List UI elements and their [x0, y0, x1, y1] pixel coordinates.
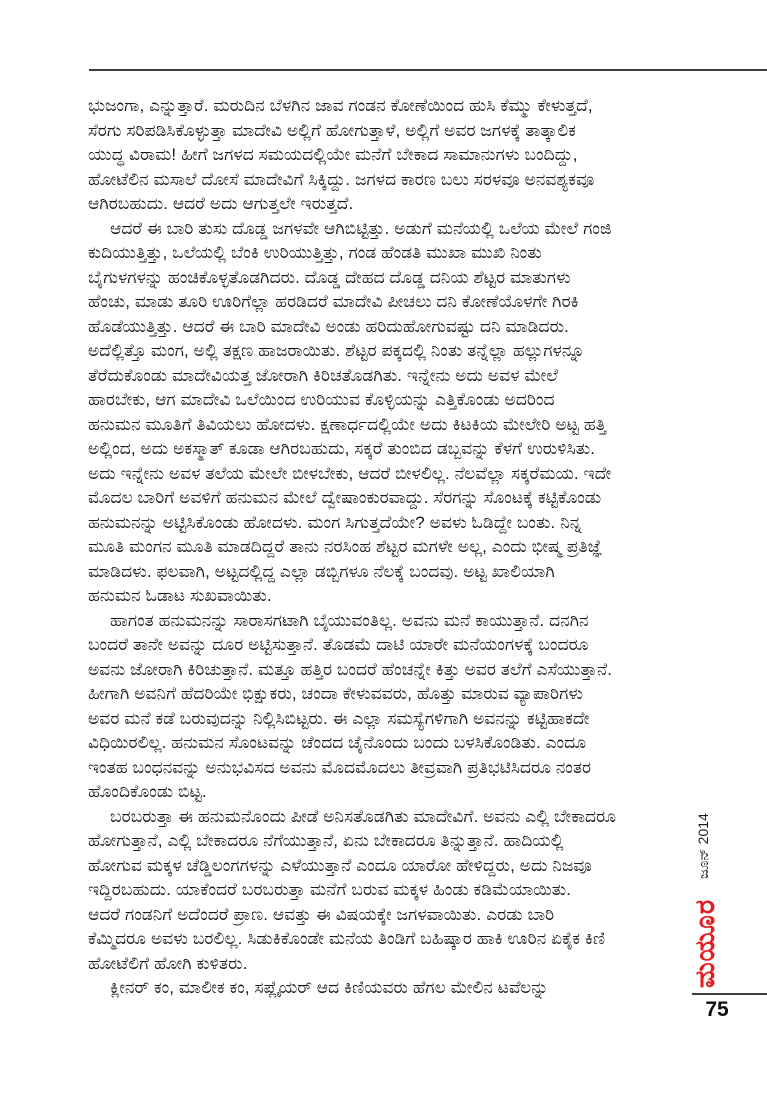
text-line: ಹೆಂಚು, ಮಾಡು ತೂರಿ ಊರಿಗೆಲ್ಲಾ ಹರಡಿದರೆ ಮಾದೇವಿ ಪೀಚಲು ದನಿ ಕೋಣೆಯೊಳಗೇ ಗಿರಕಿ — [88, 292, 579, 311]
text-line: ಭುಜಂಗಾ, ಎನ್ನುತ್ತಾರೆ. ಮರುದಿನ ಬೆಳಗಿನ ಜಾವ ಗಂಡನ ಕೋಣೆಯಿಂದ ಹುಸಿ ಕೆಮ್ಮು ಕೇಳುತ್ತದೆ, — [88, 96, 593, 115]
text-line: ಮೂತಿ ಮಂಗನ ಮೂತಿ ಮಾಡದಿದ್ದರೆ ತಾನು ನರಸಿಂಹ ಶೆಟ್ಟರ ಮಗಳೇ ಅಲ್ಲ, ಎಂದು ಭೀಷ್ಮ ಪ್ರತಿಜ್ಞೆ — [88, 537, 603, 556]
text-line: ಕ್ಲೀನರ್ ಕಂ, ಮಾಲೀಕ ಕಂ, ಸಪ್ಲೈಯರ್ ಆದ ಕಿಣಿಯವರು ಹೆಗಲ ಮೇಲಿನ ಟವೆಲನ್ನು — [110, 978, 549, 997]
text-line: ಹನುಮನನ್ನು ಅಟ್ಟಿಸಿಕೊಂಡು ಹೋದಳು. ಮಂಗ ಸಿಗುತ್ತದೆಯೇ? ಅವಳು ಓಡಿದ್ದೇ ಬಂತು. ನಿನ್ನ — [88, 512, 582, 532]
text-line: ಕುದಿಯುತ್ತಿತ್ತು, ಒಲೆಯಲ್ಲಿ ಬೆಂಕಿ ಉರಿಯುತ್ತಿತ್ತು, ಗಂಡ ಹೆಂಡತಿ ಮುಖಾ ಮುಖಿ ನಿಂತು — [88, 243, 542, 262]
text-line: ಮೊದಲ ಬಾರಿಗೆ ಅವಳಿಗೆ ಹನುಮನ ಮೇಲೆ ದ್ವೇಷಾಂಕುರವಾದ್ದು. ಸೆರಗನ್ನು ಸೊಂಟಕ್ಕೆ ಕಟ್ಟಿಕೊಂಡು — [88, 488, 602, 507]
article-text-block — [88, 94, 716, 1001]
text-line: ಆದರೆ ಗಂಡನಿಗೆ ಅದೆಂದರೆ ಪ್ರಾಣ. ಆವತ್ತು ಈ ವಿಷಯಕ್ಕೇ ಜಗಳವಾಯಿತು. ಎರಡು ಬಾರಿ — [88, 904, 555, 924]
text-line: ಯುದ್ಧ ವಿರಾಮ! ಹೀಗೆ ಜಗಳದ ಸಮಯದಲ್ಲಿಯೇ ಮನೆಗೆ ಬೇಕಾದ ಸಾಮಾನುಗಳು ಬಂದಿದ್ದು, — [88, 145, 578, 164]
text-line: ಹೋಗುತ್ತಾನೆ, ಎಲ್ಲಿ ಬೇಕಾದರೂ ನೆಗೆಯುತ್ತಾನೆ, ಏನು ಬೇಕಾದರೂ ತಿನ್ನುತ್ತಾನೆ. ಹಾದಿಯಲ್ಲಿ — [88, 831, 564, 850]
text-line: ಹಾರಬೇಕು, ಆಗ ಮಾದೇವಿ ಒಲೆಯಿಂದ ಉರಿಯುವ ಕೊಳ್ಳಿಯನ್ನು ಎತ್ತಿಕೊಂಡು ಅದರಿಂದ — [88, 390, 555, 409]
text-line: ಬಂದರೆ ತಾನೇ ಅವನ್ನು ದೂರ ಅಟ್ಟಿಸುತ್ತಾನೆ. ತೊಡಮೆ ದಾಟಿ ಯಾರೇ ಮನೆಯಂಗಳಕ್ಕೆ ಬಂದರೂ — [88, 635, 589, 654]
text-line: ಹೋಟೆಲಿಗೆ ಹೋಗಿ ಕುಳಿತರು. — [88, 953, 248, 973]
text-line: ಹೋಗುವ ಮಕ್ಕಳ ಚೆಡ್ಡಿಲಂಗಗಳನ್ನು ಎಳೆಯುತ್ತಾನೆ ಎಂದೂ ಯಾರೋ ಹೇಳಿದ್ದರು, ಅದು ನಿಜವೂ — [88, 855, 592, 875]
text-line: ಹಾಗಂತ ಹನುಮನನ್ನು ಸಾರಾಸಗಟಾಗಿ ಬೈಯುವಂತಿಲ್ಲ. ಅವನು ಮನೆ ಕಾಯುತ್ತಾನೆ. ದನಗಿನ — [110, 610, 589, 630]
text-line: ಆದರೆ ಈ ಬಾರಿ ತುಸು ದೊಡ್ಡ ಜಗಳವೇ ಆಗಿಬಿಟ್ಟಿತ್ತು. ಅಡುಗೆ ಮನೆಯಲ್ಲಿ ಒಲೆಯ ಮೇಲೆ ಗಂಜಿ — [110, 218, 612, 238]
text-line: ಹೊಂದಿಕೊಂಡು ಬಿಟ್ಟ. — [88, 782, 207, 801]
text-line: ವಿಧಿಯಿರಲಿಲ್ಲ. ಹನುಮನ ಸೊಂಟವನ್ನು ಚೆಂದದ ಚೈನೊಂದು ಬಂದು ಬಳಸಿಕೊಂಡಿತು. ಎಂದೂ — [88, 733, 587, 752]
text-line: ಆಗಿರಬಹುದು. ಆದರೆ ಅದು ಆಗುತ್ತಲೇ ಇರುತ್ತದೆ. — [88, 194, 354, 213]
text-line: ಇಂತಹ ಬಂಧನವನ್ನು ಅನುಭವಿಸದ ಅವನು ಮೊದಮೊದಲು ತೀವ್ರವಾಗಿ ಪ್ರತಿಭಟಿಸಿದರೂ ನಂತರ — [88, 757, 592, 777]
text-line: ಬರಬರುತ್ತಾ ಈ ಹನುಮನೊಂದು ಪೀಡೆ ಅನಿಸತೊಡಗಿತು ಮಾದೇವಿಗೆ. ಅವನು ಎಲ್ಲಿ ಬೇಕಾದರೂ — [110, 806, 617, 826]
text-line: ಅವನು ಜೋರಾಗಿ ಕಿರಿಚುತ್ತಾನೆ. ಮತ್ತೂ ಹತ್ತಿರ ಬಂದರೆ ಹೆಂಚನ್ನೇ ಕಿತ್ತು ಅವರ ತಲೆಗೆ ಎಸೆಯುತ್ತಾನೆ. — [88, 659, 613, 679]
text-line: ಹನುಮನ ಓಡಾಟ ಸುಖವಾಯಿತು. — [88, 586, 272, 605]
text-line: ಹೀಗಾಗಿ ಅವನಿಗೆ ಹೆದರಿಯೇ ಭಿಕ್ಷುಕರು, ಚಂದಾ ಕೇಳುವವರು, ಹೊತ್ತು ಮಾರುವ ವ್ಯಾಪಾರಿಗಳು — [88, 684, 584, 703]
text-line: ಬೈಗುಳಗಳನ್ನು ಹಂಚಿಕೊಳ್ಳತೊಡಗಿದರು. ದೊಡ್ಡ ದೇಹದ ದೊಡ್ಡ ದನಿಯ ಶೆಟ್ಟರ ಮಾತುಗಳು — [88, 267, 571, 287]
text-line: ಕೆಮ್ಮಿದರೂ ಅವಳು ಬರಲಿಲ್ಲ. ಸಿಡುಕಿಕೊಂಡೇ ಮನೆಯ ತಿಂಡಿಗೆ ಬಹಿಷ್ಕಾರ ಹಾಕಿ ಊರಿನ ಏಕೈಕ ಕಿಣಿ — [88, 929, 606, 948]
magazine-issue-date: ಜೂನ್ 2014 — [695, 813, 711, 879]
text-line: ಹೊಡೆಯುತ್ತಿತ್ತು. ಆದರೆ ಈ ಬಾರಿ ಮಾದೇವಿ ಅಂಡು ಹರಿದುಹೋಗುವಷ್ಟು ದನಿ ಮಾಡಿದರು. — [88, 316, 569, 336]
text-line: ಸೆರಗು ಸರಿಪಡಿಸಿಕೊಳ್ಳುತ್ತಾ ಮಾದೇವಿ ಅಲ್ಲಿಗೆ ಹೋಗುತ್ತಾಳೆ, ಅಲ್ಲಿಗೆ ಅವರ ಜಗಳಕ್ಕೆ ತಾತ್ಕಾಲಿಕ — [88, 120, 576, 140]
text-line: ಇದ್ದಿರಬಹುದು. ಯಾಕೆಂದರೆ ಬರಬರುತ್ತಾ ಮನೆಗೆ ಬರುವ ಮಕ್ಕಳ ಹಿಂಡು ಕಡಿಮೆಯಾಯಿತು. — [88, 880, 572, 899]
page-number: 75 — [705, 998, 729, 1021]
text-line: ಅದೆಲ್ಲಿತ್ತೊ ಮಂಗ, ಅಲ್ಲಿ ತಕ್ಷಣ ಹಾಜರಾಯಿತು. ಶೆಟ್ಟರ ಪಕ್ಕದಲ್ಲಿ ನಿಂತು ತನ್ನೆಲ್ಲಾ ಹಲ್ಲುಗಳನ್ನೂ — [88, 341, 585, 360]
text-line: ತೆರೆದುಕೊಂಡು ಮಾದೇವಿಯತ್ತ ಜೋರಾಗಿ ಕಿರಿಚತೊಡಗಿತು. ಇನ್ನೇನು ಅದು ಅವಳ ಮೇಲೆ — [88, 365, 559, 385]
text-line: ಹೋಟೆಲಿನ ಮಸಾಲೆ ದೋಸೆ ಮಾದೇವಿಗೆ ಸಿಕ್ಕಿದ್ದು. ಜಗಳದ ಕಾರಣ ಬಲು ಸರಳವೂ ಅನವಶ್ಯಕವೂ — [88, 169, 595, 189]
text-line: ಅಲ್ಲಿಂದ, ಅದು ಅಕಸ್ಮಾತ್ ಕೂಡಾ ಆಗಿರಬಹುದು, ಸಕ್ಕರೆ ತುಂಬಿದ ಡಬ್ಬವನ್ನು ಕೆಳಗೆ ಉರುಳಿಸಿತು. — [88, 439, 596, 458]
page-number-rule — [692, 993, 767, 995]
header-rule — [89, 69, 767, 71]
text-line: ಹನುಮನ ಮೂತಿಗೆ ತಿವಿಯಲು ಹೋದಳು. ಕ್ಷಣಾರ್ಧದಲ್ಲಿಯೇ ಅದು ಕಿಟಕಿಯ ಮೇಲೇರಿ ಅಟ್ಟ ಹತ್ತಿ — [88, 414, 607, 434]
text-line: ಮಾಡಿದಳು. ಫಲವಾಗಿ, ಅಟ್ಟದಲ್ಲಿದ್ದ ಎಲ್ಲಾ ಡಬ್ಬಿಗಳೂ ನೆಲಕ್ಕೆ ಬಂದವು. ಅಟ್ಟ ಖಾಲಿಯಾಗಿ — [88, 561, 555, 581]
text-line: ಅದು ಇನ್ನೇನು ಅವಳ ತಲೆಯ ಮೇಲೇ ಬೀಳಬೇಕು, ಆದರೆ ಬೀಳಲಿಲ್ಲ. ನೆಲವೆಲ್ಲಾ ಸಕ್ಕರೆಮಯ. ಇದೇ — [88, 463, 612, 483]
magazine-title: ಮಯೂರ — [690, 898, 720, 988]
magazine-branding — [692, 813, 719, 988]
text-line: ಅವರ ಮನೆ ಕಡೆ ಬರುವುದನ್ನು ನಿಲ್ಲಿಸಿಬಿಟ್ಟರು. ಈ ಎಲ್ಲಾ ಸಮಸ್ಯೆಗಳಿಗಾಗಿ ಅವನನ್ನು ಕಟ್ಟಿಹಾಕದೇ — [88, 708, 590, 728]
